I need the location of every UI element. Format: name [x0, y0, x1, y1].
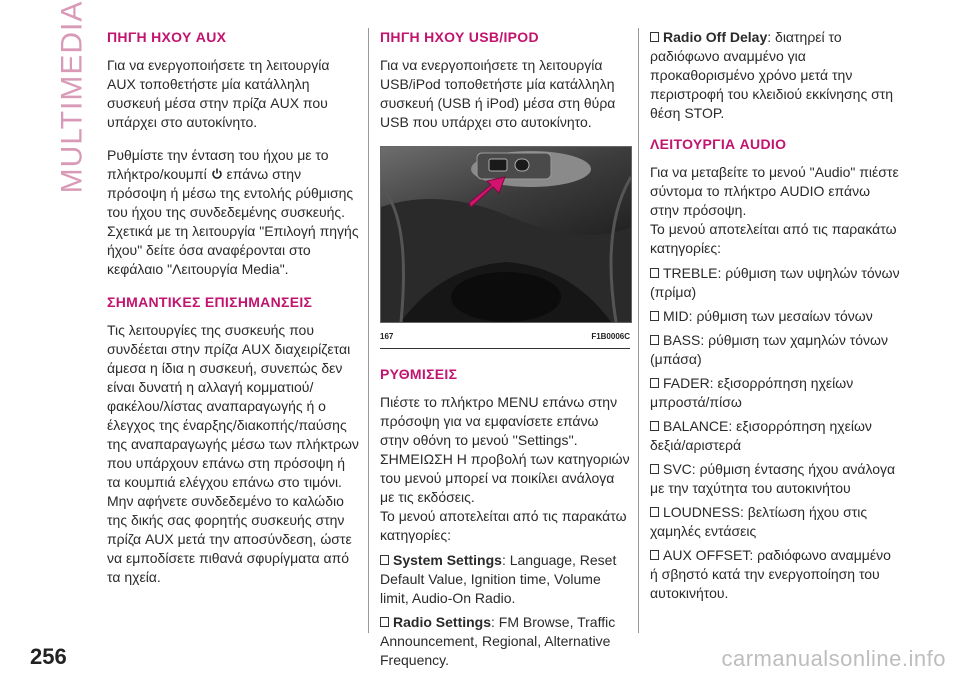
checkbox-square-icon — [650, 550, 659, 560]
radio-settings-text: : FM Browse, Traffic Announcement, Regional, Alternative Frequency. — [380, 614, 616, 668]
checkbox-square-icon — [650, 421, 659, 431]
list-item-text: AUX OFFSET: ραδιόφωνο αναμμένο ή σβηστό κατά την ενεργοποίηση του αυτοκινήτου. — [650, 547, 891, 601]
checkbox-square-icon — [650, 32, 659, 42]
checkbox-square-icon — [380, 555, 389, 565]
list-item — [650, 503, 900, 541]
aux-paragraph-1: Για να ενεργοποιήσετε τη λειτουργία AUX τοποθετήστε μία κατάλληλη συσκευή μέσα στην πρίζα AUX που υπάρχει στο αυτοκίνητο. — [107, 57, 330, 130]
figure-code: F1B0006C — [591, 332, 630, 341]
heading-aux: ΠΗΓΗ ΗΧΟΥ AUX — [107, 29, 227, 45]
usb-port-figure — [380, 146, 632, 323]
system-settings-label: System Settings — [393, 552, 502, 568]
section-side-tab — [52, 0, 92, 194]
figure-caption — [380, 327, 630, 349]
list-item — [650, 264, 900, 302]
list-item-text: TREBLE: ρύθμιση των υψηλών τόνων (πρίμα) — [650, 265, 900, 300]
checkbox-square-icon — [650, 507, 659, 517]
list-item — [650, 331, 900, 369]
list-item — [650, 374, 900, 412]
usb-port-photo — [381, 147, 631, 322]
list-item-text: LOUDNESS: βελτίωση ήχου στις χαμηλές εντάσεις — [650, 504, 868, 539]
checkbox-square-icon — [380, 617, 389, 627]
heading-audio: ΛΕΙΤΟΥΡΓΙΑ AUDIO — [650, 136, 787, 152]
column-usb — [380, 28, 630, 675]
aux-paragraph-2 — [107, 146, 359, 222]
list-item — [650, 417, 900, 455]
audio-paragraph-1: Για να μεταβείτε το μενού "Audio" πιέστε σύντομα το πλήκτρο AUDIO επάνω στην πρόσοψη. — [650, 164, 899, 218]
checkbox-square-icon — [650, 464, 659, 474]
checkbox-square-icon — [650, 268, 659, 278]
list-item-radio-settings — [380, 613, 630, 670]
radio-off-delay-label: Radio Off Delay — [663, 29, 768, 45]
settings-paragraph-2: Το μενού αποτελείται από τις παρακάτω κατηγορίες: — [380, 508, 627, 543]
radio-settings-label: Radio Settings — [393, 614, 492, 630]
page-number: 256 — [30, 644, 67, 669]
list-item-text: SVC: ρύθμιση έντασης ήχου ανάλογα με την ταχύτητα του αυτοκινήτου — [650, 461, 896, 496]
aux-paragraph-3: Σχετικά με τη λειτουργία "Επιλογή πηγής ήχου" δείτε όσα αναφέρονται στο κεφάλαιο "Λειτουργία Media". — [107, 223, 359, 277]
side-tab-label: MULTIMEDIA — [55, 0, 89, 194]
heading-usb: ΠΗΓΗ ΗΧΟΥ USB/IPOD — [380, 29, 539, 45]
list-item-text: MID: ρύθμιση των μεσαίων τόνων — [663, 308, 873, 324]
system-settings-text: : Language, Reset Default Value, Ignition time, Volume limit, Audio-On Radio. — [380, 552, 617, 606]
watermark: carmanualsonline.info — [721, 646, 946, 671]
settings-paragraph-1: Πιέστε το πλήκτρο MENU επάνω στην πρόσοψη για να εμφανίσετε επάνω στην οθόνη το μενού ''Settings''. — [380, 394, 618, 448]
usb-paragraph-1: Για να ενεργοποιήσετε τη λειτουργία USB/iPod τοποθετήστε μία κατάλληλη συσκευή (USB ή iPod) μέσα στη θύρα USB που υπάρχει στο αυτοκίνητο. — [380, 57, 616, 130]
list-item-radio-off-delay — [650, 28, 900, 123]
notes-paragraph-1: Τις λειτουργίες της συσκευής που συνδέεται στην πρίζα AUX διαχειρίζεται άμεσα η ίδια η συσκευή, συνεπώς δεν είναι δυνατή η αλλαγή κομματιού/φακέλου/λίστας αναπαραγωγής ή ο έλεγχος της έναρξης/διακοπής/παύσης της αναπαραγωγής μέσω των πλήκτρων που υπάρχουν επάνω στη πρόσοψη ή τα κουμπιά ελέγχου επάνω στο τιμόνι. — [107, 322, 359, 490]
figure-number: 167 — [380, 332, 394, 341]
column-divider-1 — [368, 28, 369, 633]
heading-settings: ΡΥΘΜΙΣΕΙΣ — [380, 366, 458, 382]
heading-notes: ΣΗΜΑΝΤΙΚΕΣ ΕΠΙΣΗΜΑΝΣΕΙΣ — [107, 294, 313, 310]
notes-paragraph-2: Μην αφήνετε συνδεδεμένο το καλώδιο της δικής σας φορητής συσκευής στην πρίζα AUX μετά την αποσύνδεση, ώστε να εμποδίσετε πιθανά σφυρίγματα από τα ηχεία. — [107, 493, 352, 585]
checkbox-square-icon — [650, 378, 659, 388]
column-audio — [650, 28, 900, 608]
checkbox-square-icon — [650, 311, 659, 321]
list-item-system-settings — [380, 551, 630, 608]
list-item — [650, 307, 900, 326]
aux-paragraph-2a: Ρυθμίστε την ένταση του ήχου με το πλήκτρο/κουμπί — [107, 147, 329, 182]
checkbox-square-icon — [650, 335, 659, 345]
list-item — [650, 460, 900, 498]
radio-off-delay-text: : διατηρεί το ραδιόφωνο αναμμένο για προκαθορισμένο χρόνο μετά την περιστροφή του κλειδιού εκκίνησης στη θέση STOP. — [650, 29, 894, 121]
power-icon — [211, 168, 223, 180]
audio-paragraph-2: Το μενού αποτελείται από τις παρακάτω κατηγορίες: — [650, 221, 897, 256]
list-item-text: BASS: ρύθμιση των χαμηλών τόνων (μπάσα) — [650, 332, 888, 367]
column-divider-2 — [638, 28, 639, 633]
column-aux — [107, 28, 359, 601]
list-item-text: BALANCE: εξισορρόπηση ηχείων δεξιά/αριστερά — [650, 418, 872, 453]
list-item-text: FADER: εξισορρόπηση ηχείων μπροστά/πίσω — [650, 375, 854, 410]
settings-note: ΣΗΜΕΙΩΣΗ Η προβολή των κατηγοριών του μενού μπορεί να ποικίλει ανάλογα με τις εκδόσεις. — [380, 451, 630, 505]
list-item — [650, 546, 900, 603]
aux-paragraph-2b: επάνω στην πρόσοψη ή μέσω της εντολής ρύθμισης του ήχου της συνδεδεμένης συσκευής. — [107, 166, 354, 220]
